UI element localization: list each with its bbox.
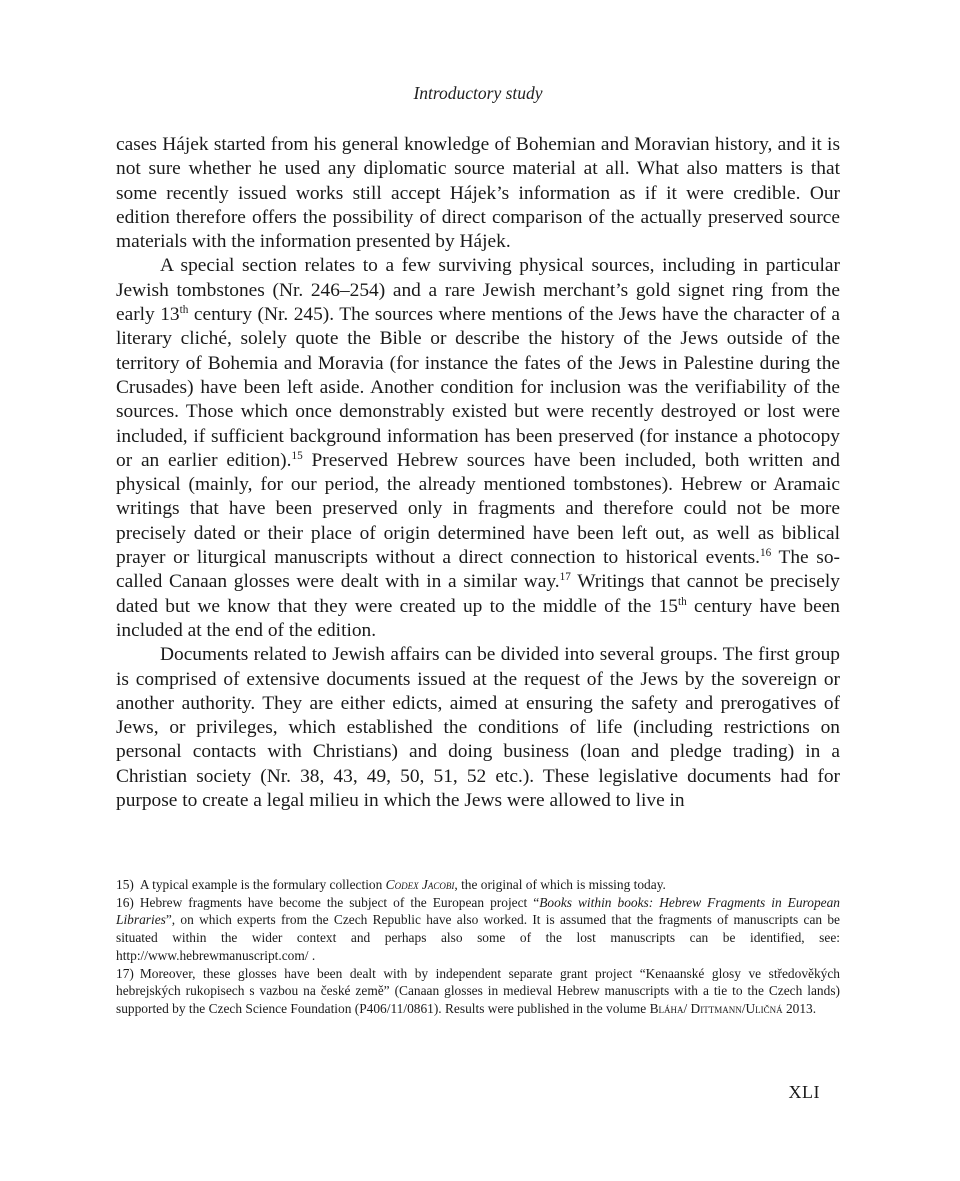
footnote-title: Books within books: Hebrew Fragments in European Libraries [116, 894, 840, 928]
footnote-15 [116, 876, 840, 894]
page-number: XLI [788, 1082, 820, 1102]
paragraph-2-text-f: century have been included at the end of the edition. [116, 595, 840, 641]
footnote-text: Moreover, these glosses have been dealt with by independent separate grant project “Kenaanské glosy ve středověkých hebrejských rukopisech s vazbou na české země” (Canaan glosses in medieval Hebrew manuscripts with a tie to the Czech lands) supported by the Czech Science Foundation (P406/11/0861). Results were published in the volume [116, 965, 840, 1016]
ordinal-superscript: th [677, 595, 687, 608]
paragraph-3: Documents related to Jewish affairs can be divided into several groups. The first group is comprised of extensive documents issued at the request of the Jews by the sovereign or another authority. They are either edicts, aimed at ensuring the safety and prerogatives of Jews, or privileges, which established the conditions of life (including restrictions on personal contacts with Christians) and doing business (loan and pledge trading) in a Christian society (Nr. 38, 43, 49, 50, 51, 52 etc.). These legislative documents had for purpose to create a legal milieu in which the Jews were allowed to live in [116, 644, 840, 812]
footnote-text: , the original of which is missing today. [454, 877, 666, 892]
footnote-text: A typical example is the formulary collection [139, 877, 386, 892]
footnote-ref-17[interactable]: 17 [559, 571, 571, 584]
footnote-number: 17) [116, 965, 134, 981]
running-head: Introductory study [413, 83, 543, 103]
footnote-text: 2013. [782, 1000, 817, 1016]
paragraph-2-text-b: century (Nr. 245). The sources where mentions of the Jews have the character of a literary cliché, solely quote the Bible or describe the history of the Jews outside of the territory of Bohemia and Moravia (for instance the fates of the Jews in Palestine during the Crusades) have been left aside. Another condition for inclusion was the verifiability of the sources. Those which once demonstrably existed but were recently destroyed or lost were included, if sufficient background information has been preserved (for instance a photocopy or an earlier edition). [116, 304, 840, 471]
footnote-number: 15) [116, 877, 134, 892]
main-text [116, 133, 840, 813]
paragraph-2-text-e: Writings that cannot be precisely dated but we know that they were created up to the middle of the 15 [116, 571, 840, 617]
footnote-17 [116, 965, 840, 1018]
ordinal-superscript: th [179, 304, 189, 317]
footnote-number: 16) [116, 894, 134, 910]
paragraph-2 [116, 254, 840, 643]
footnote-ref-15[interactable]: 15 [291, 449, 303, 462]
footnote-text: ”, on which experts from the Czech Republic have also worked. It is assumed that the fragments of manuscripts can be situated within the wider context and perhaps also some of the lost manuscripts can be identified, see: http://www.hebrewmanuscript.com/ . [116, 912, 840, 963]
footnote-16 [116, 894, 840, 965]
footnote-title: Codex Jacobi [385, 877, 455, 892]
footnotes [116, 876, 840, 1018]
paragraph-2-text-d: The so-called Canaan glosses were dealt with in a similar way. [116, 547, 840, 593]
footnote-authors: Bláha/ Dittmann/Uličná [649, 1000, 783, 1016]
paragraph-1: cases Hájek started from his general knowledge of Bohemian and Moravian history, and it is not sure whether he used any diplomatic source material at all. What also matters is that some recently issued works still accept Hájek’s information as if it were credible. Our edition therefore offers the possibility of direct comparison of the actually preserved source materials with the information presented by Hájek. [116, 134, 840, 253]
paragraph-2-text-c: Preserved Hebrew sources have been included, both written and physical (mainly, for our period, the already mentioned tombstones). Hebrew or Aramaic writings that have been preserved only in fragments and therefore could not be more precisely dated or their place of origin determined have been left out, as well as biblical prayer or liturgical manuscripts without a direct connection to historical events. [116, 449, 840, 569]
footnote-ref-16[interactable]: 16 [759, 547, 772, 560]
paragraph-2-text-a: A special section relates to a few surviving physical sources, including in particular Jewish tombstones (Nr. 246–254) and a rare Jewish merchant’s gold signet ring from the early 13 [116, 255, 840, 326]
footnote-text: Hebrew fragments have become the subject of the European project “ [139, 894, 540, 910]
